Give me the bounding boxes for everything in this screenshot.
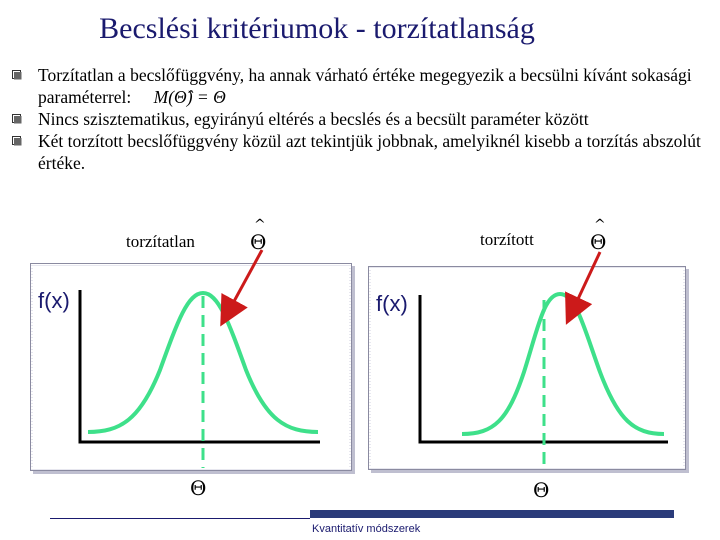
biased-label: torzított <box>480 230 534 249</box>
estimator-symbol: ^ Θ <box>590 217 607 254</box>
bullet-text: Nincs szisztematikus, egyirányú eltérés a becslés és a becsült paraméter között <box>38 109 589 129</box>
true-parameter-symbol: Θ <box>190 476 207 500</box>
density-label: f(x) <box>376 291 408 316</box>
right-density-curve <box>462 294 664 434</box>
left-axes <box>80 290 320 442</box>
footer-text: Kvantitatív módszerek <box>312 523 421 535</box>
estimator-symbol: ^ Θ <box>250 217 267 254</box>
footer-divider <box>50 518 310 519</box>
expectation-formula: M(Θ̂) = Θ <box>153 87 226 107</box>
slide-title: Becslési kritériumok - torzítatlanság <box>99 12 535 45</box>
density-label: f(x) <box>38 288 70 313</box>
left-estimator-arrow <box>226 250 262 316</box>
true-parameter-symbol: Θ <box>533 478 550 502</box>
right-estimator-arrow <box>571 252 600 314</box>
unbiased-label: torzítatlan <box>126 232 195 251</box>
bullet-text: Torzítatlan a becslőfüggvény, ha annak várható értéke megegyezik a becsülni kívánt sokasági paraméterrel: <box>38 65 692 107</box>
bullet-text: Két torzított becslőfüggvény közül azt tekintjük jobbnak, amelyiknél kisebb a torzítás abszolút értéke. <box>38 131 701 173</box>
footer-bar <box>310 510 674 518</box>
